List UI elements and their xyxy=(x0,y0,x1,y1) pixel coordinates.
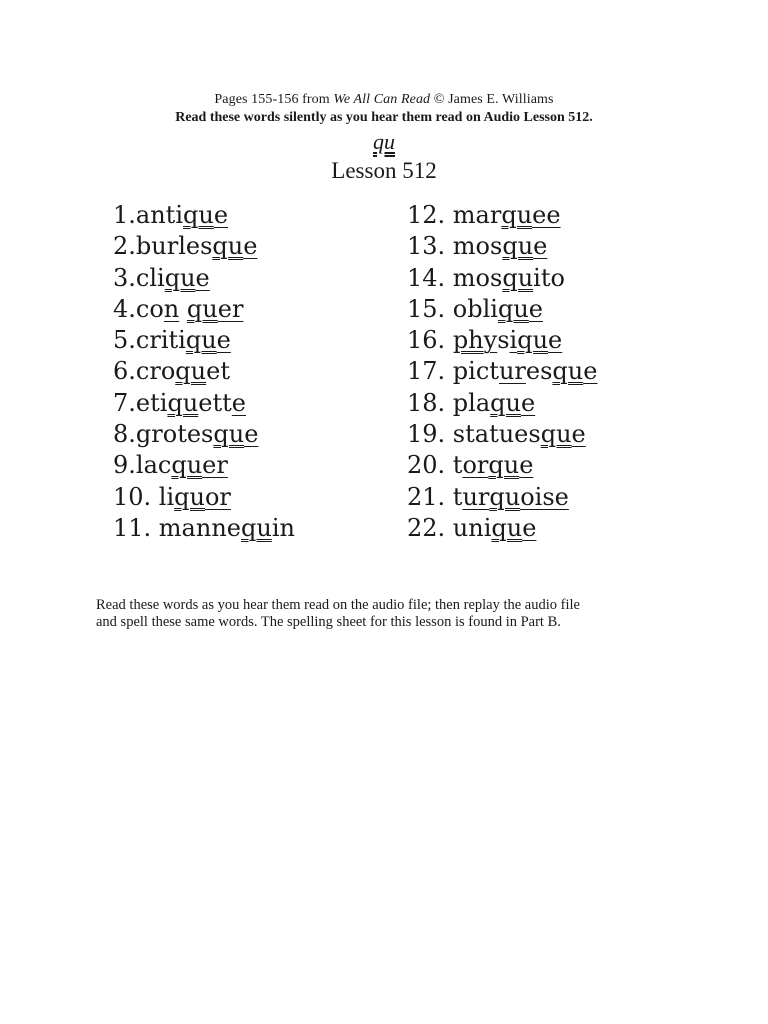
word-text xyxy=(136,295,244,323)
word-item xyxy=(407,513,597,544)
word-number: 10. xyxy=(113,482,152,511)
underlined-letters: e xyxy=(231,388,246,417)
word-text xyxy=(136,357,230,385)
word-segment: pla xyxy=(445,388,491,417)
word-item xyxy=(407,325,597,356)
word-text xyxy=(445,201,560,229)
underlined-letters: qu xyxy=(213,420,245,449)
word-segment: t xyxy=(445,482,463,511)
source-suffix: © James E. Williams xyxy=(430,92,554,107)
word-number: 4. xyxy=(113,294,136,323)
underlined-letters: qu xyxy=(164,263,196,292)
word-segment: criti xyxy=(135,326,186,355)
underlined-letters: qu xyxy=(175,357,207,386)
source-citation xyxy=(0,92,768,108)
word-text xyxy=(445,295,543,323)
word-segment: mar xyxy=(445,201,502,229)
underlined-letters: qu xyxy=(517,326,549,355)
word-number: 13. xyxy=(407,232,446,261)
underlined-letters: or xyxy=(462,451,489,480)
word-segment: s xyxy=(497,326,510,355)
word-number: 19. xyxy=(407,420,446,449)
underlined-letters: qu xyxy=(240,513,272,542)
underlined-letters: qu xyxy=(183,201,214,229)
word-text xyxy=(136,420,258,448)
underlined-letters: ph xyxy=(452,326,484,355)
footer-instructions xyxy=(96,597,676,631)
word-text xyxy=(136,264,210,292)
underlined-letters: e xyxy=(522,513,537,542)
book-title: We All Can Read xyxy=(333,92,431,107)
underlined-letters: qu xyxy=(174,482,205,511)
word-number: 5. xyxy=(113,326,136,355)
word-segment xyxy=(179,295,187,323)
word-text xyxy=(151,514,295,542)
underlined-letters: qu xyxy=(497,294,529,323)
underlined-letters: qu xyxy=(171,451,203,480)
word-item xyxy=(113,388,295,419)
underlined-letters: e xyxy=(520,388,536,417)
word-item xyxy=(113,263,295,294)
underlined-letters: e xyxy=(548,326,563,355)
word-text xyxy=(445,420,586,448)
underlined-letters: e xyxy=(533,232,548,261)
word-segment: mos xyxy=(445,232,503,261)
word-item xyxy=(113,294,295,325)
underlined-letters: or xyxy=(204,482,231,511)
word-list-left xyxy=(113,200,295,544)
underlined-letters: e xyxy=(528,294,543,323)
underlined-letters: qu xyxy=(540,420,572,449)
word-segment: cli xyxy=(135,263,165,292)
word-number: 15. xyxy=(407,294,446,323)
word-item xyxy=(113,325,295,356)
word-number: 16. xyxy=(407,326,446,355)
word-segment xyxy=(445,326,453,354)
word-segment: statues xyxy=(445,420,541,449)
word-number: 17. xyxy=(407,357,446,386)
word-item xyxy=(407,388,597,419)
word-item xyxy=(113,356,295,387)
underlined-letters: ee xyxy=(532,201,561,229)
underlined-letters: e xyxy=(216,326,231,355)
word-number: 20. xyxy=(407,451,446,480)
underlined-letters: e xyxy=(195,263,210,292)
phonogram-text: qu xyxy=(373,129,395,154)
word-text xyxy=(445,357,597,385)
source-prefix: Pages 155-156 from xyxy=(214,92,334,107)
word-segment: anti xyxy=(135,201,183,229)
instruction-text: Read these words silently as you hear them read on Audio Lesson 512. xyxy=(175,110,593,125)
word-number: 11. xyxy=(113,513,152,542)
underlined-letters: y xyxy=(483,326,498,355)
underlined-letters: qu xyxy=(489,482,521,511)
word-segment: et xyxy=(206,357,230,386)
underlined-letters: qu xyxy=(167,388,199,417)
word-segment: cro xyxy=(135,357,176,386)
word-segment: grotes xyxy=(135,420,214,449)
word-segment: in xyxy=(271,513,295,542)
word-number: 14. xyxy=(407,263,446,292)
word-number: 2. xyxy=(113,232,136,261)
underlined-letters: qu xyxy=(186,294,218,323)
word-number: 12. xyxy=(407,201,446,229)
word-text xyxy=(445,514,536,542)
word-item xyxy=(113,482,295,513)
phonogram-heading xyxy=(0,129,768,155)
word-item xyxy=(407,356,597,387)
word-segment: mos xyxy=(445,263,503,292)
word-number: 18. xyxy=(407,388,446,417)
footer-line-1: Read these words as you hear them read on the audio file; then replay the audio file xyxy=(96,597,580,613)
underlined-letters: e xyxy=(213,201,229,229)
underlined-letters: i xyxy=(509,326,518,355)
word-item xyxy=(407,450,597,481)
word-text xyxy=(445,326,562,354)
underlined-letters: n xyxy=(163,294,180,323)
word-segment: co xyxy=(135,294,164,323)
word-text xyxy=(136,326,231,354)
underlined-letters: e xyxy=(571,420,586,449)
word-text xyxy=(136,232,258,260)
word-text xyxy=(445,483,569,511)
word-number: 6. xyxy=(113,357,136,386)
word-text xyxy=(136,451,228,479)
word-item xyxy=(113,200,295,231)
word-segment: obli xyxy=(445,294,498,323)
lesson-title: Lesson 512 xyxy=(331,158,437,183)
word-item xyxy=(113,419,295,450)
word-item xyxy=(113,450,295,481)
word-text xyxy=(151,483,231,511)
word-item xyxy=(407,294,597,325)
word-text xyxy=(445,232,547,260)
underlined-letters: qu xyxy=(491,513,523,542)
word-number: 8. xyxy=(113,420,136,449)
word-number: 9. xyxy=(113,451,136,480)
word-list-right xyxy=(407,200,597,544)
word-segment: pict xyxy=(445,357,499,386)
word-item xyxy=(407,419,597,450)
word-item xyxy=(407,200,597,231)
word-segment: uni xyxy=(445,513,492,542)
word-segment: t xyxy=(445,451,463,480)
word-item xyxy=(407,482,597,513)
word-number: 21. xyxy=(407,482,446,511)
underlined-letters: e xyxy=(583,357,598,386)
underlined-letters: qu xyxy=(488,451,520,480)
underlined-letters: qu xyxy=(212,232,244,261)
word-segment: li xyxy=(151,482,175,511)
word-segment: es xyxy=(525,357,553,386)
word-number: 7. xyxy=(113,388,136,417)
word-segment: ito xyxy=(533,263,565,292)
underlined-letters: oise xyxy=(520,482,569,511)
underlined-letters: e xyxy=(244,420,259,449)
word-number: 3. xyxy=(113,263,136,292)
underlined-letters: qu xyxy=(490,388,521,417)
word-segment: eti xyxy=(135,388,168,417)
word-segment: ett xyxy=(198,388,232,417)
word-text xyxy=(136,389,246,417)
underlined-letters: er xyxy=(217,294,244,323)
word-item xyxy=(113,231,295,262)
word-segment: burles xyxy=(135,232,213,261)
word-text xyxy=(445,451,533,479)
underlined-letters: e xyxy=(519,451,534,480)
underlined-letters: qu xyxy=(552,357,584,386)
word-item xyxy=(113,513,295,544)
word-item xyxy=(407,231,597,262)
word-number: 22. xyxy=(407,513,446,542)
underlined-letters: qu xyxy=(185,326,217,355)
underlined-letters: ur xyxy=(498,357,526,386)
word-text xyxy=(445,264,565,292)
word-number: 1. xyxy=(113,201,136,229)
word-text xyxy=(445,389,535,417)
word-item xyxy=(407,263,597,294)
underlined-letters: qu xyxy=(502,232,534,261)
underlined-letters: qu xyxy=(501,201,533,229)
underlined-letters: er xyxy=(202,451,228,480)
underlined-letters: ur xyxy=(462,482,490,511)
word-segment: lac xyxy=(135,451,172,480)
underlined-letters: qu xyxy=(502,263,534,292)
underlined-letters: e xyxy=(243,232,258,261)
footer-line-2: and spell these same words. The spelling sheet for this lesson is found in Part B. xyxy=(96,614,561,630)
word-text xyxy=(136,201,228,229)
word-segment: manne xyxy=(151,513,241,542)
